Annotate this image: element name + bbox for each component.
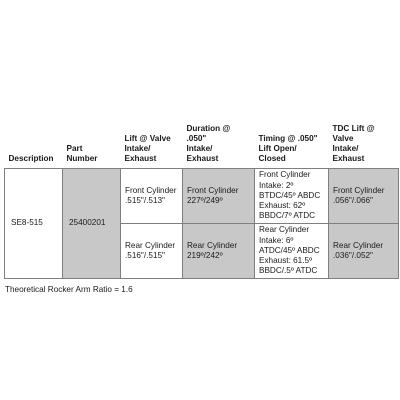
rear-duration-cell: Rear Cylinder 219º/242º (183, 224, 255, 279)
header-description: Description (8, 154, 54, 163)
front-lift-cell: Front Cylinder .515"/.513" (121, 169, 183, 224)
rear-timing-cell: Rear Cylinder Intake: 6º ATDC/45º ABDC Exhaust: 61.5º BBDC/.5º ATDC (255, 224, 329, 279)
header-lift: Lift @ Valve Intake/ Exhaust (124, 134, 171, 163)
front-cylinder-row (5, 169, 399, 224)
description-cell: SE8-515 (5, 169, 63, 279)
part-number-cell: 25400201 (63, 169, 121, 279)
front-duration-cell: Front Cylinder 227º/249º (183, 169, 255, 224)
rear-lift-cell: Rear Cylinder .516"/.515" (121, 224, 183, 279)
header-duration: Duration @ .050" Intake/ Exhaust (186, 124, 231, 163)
cam-spec-table (4, 120, 399, 279)
header-tdc-lift: TDC Lift @ Valve Intake/ Exhaust (332, 124, 375, 163)
header-part-number: Part Number (66, 144, 98, 163)
front-tdc-lift-cell: Front Cylinder .056"/.066" (329, 169, 399, 224)
header-row (5, 120, 399, 169)
front-timing-cell: Front Cylinder Intake: 2º BTDC/45º ABDC Exhaust: 62º BBDC/7º ATDC (255, 169, 329, 224)
header-timing: Timing @ .050" Lift Open/ Closed (258, 134, 318, 163)
rear-tdc-lift-cell: Rear Cylinder .036"/.052" (329, 224, 399, 279)
rocker-ratio-footnote: Theoretical Rocker Arm Ratio = 1.6 (5, 285, 133, 294)
